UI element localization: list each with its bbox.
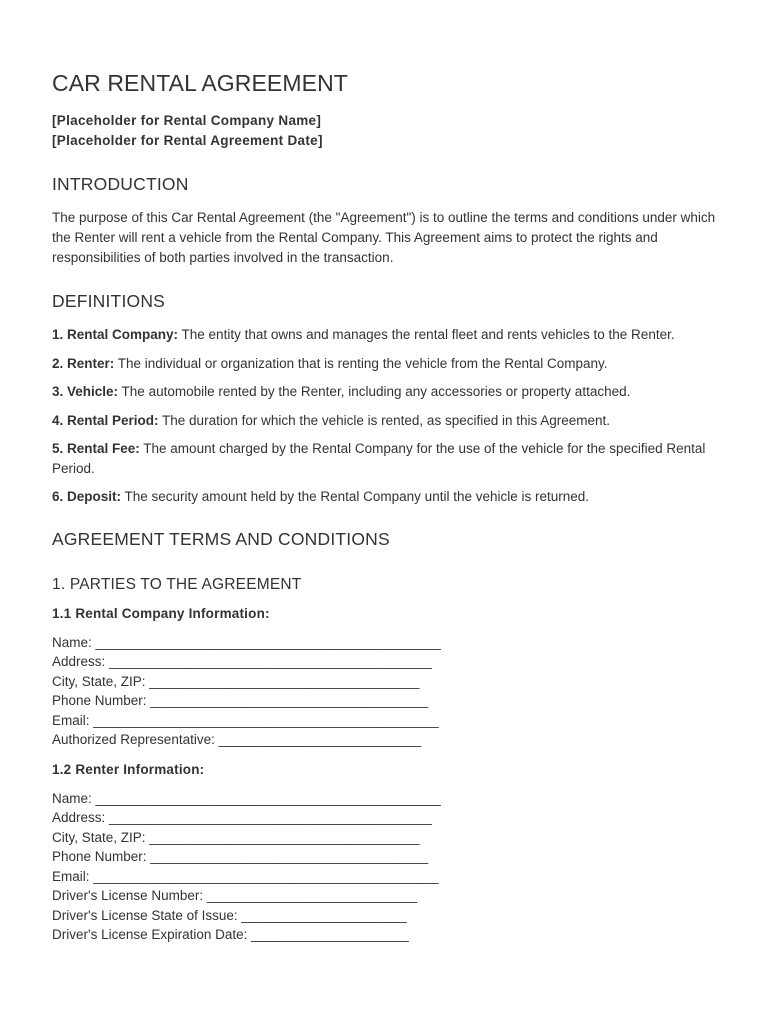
document-title: CAR RENTAL AGREEMENT <box>52 70 348 96</box>
company-name-placeholder: [Placeholder for Rental Company Name] <box>52 113 322 128</box>
definition-term: 1. Rental Company: <box>52 327 179 342</box>
definition-text: The duration for which the vehicle is rented, as specified in this Agreement. <box>158 412 611 428</box>
renter-info-heading: 1.2 Renter Information: <box>52 761 205 777</box>
renter-phone-field[interactable]: Phone Number: _____________________________________ <box>52 849 429 864</box>
renter-info-fields <box>52 789 732 945</box>
terms-heading: AGREEMENT TERMS AND CONDITIONS <box>52 528 390 549</box>
definition-item <box>52 382 732 402</box>
parties-heading: 1. PARTIES TO THE AGREEMENT <box>52 575 302 593</box>
company-representative-field[interactable]: Authorized Representative: ___________________________ <box>52 732 422 747</box>
company-name-field[interactable]: Name: ______________________________________________ <box>52 634 441 650</box>
definition-term: 4. Rental Period: <box>52 412 159 428</box>
renter-name-field[interactable]: Name: ______________________________________________ <box>52 790 441 806</box>
definitions-list <box>52 325 732 507</box>
company-email-field[interactable]: Email: ______________________________________________ <box>52 712 439 728</box>
introduction-text: The purpose of this Car Rental Agreement (the "Agreement") is to outline the terms and conditions under which the Renter will rent a vehicle from the Rental Company. This Agreement aims to protect the rights and responsibilities of both parties involved in the transaction. <box>52 210 716 265</box>
definition-term: 6. Deposit: <box>52 489 122 504</box>
agreement-date-placeholder: [Placeholder for Rental Agreement Date] <box>52 132 323 148</box>
renter-license-number-field[interactable]: Driver's License Number: ____________________________ <box>52 888 418 903</box>
definition-term: 2. Renter: <box>52 355 115 371</box>
company-phone-field[interactable]: Phone Number: _____________________________________ <box>52 693 429 708</box>
definition-item <box>52 439 732 478</box>
definition-text: The automobile rented by the Renter, including any accessories or property attached. <box>118 384 631 399</box>
company-info-heading: 1.1 Rental Company Information: <box>52 605 270 621</box>
renter-address-field[interactable]: Address: ___________________________________________ <box>52 810 432 825</box>
definition-term: 5. Rental Fee: <box>52 441 140 456</box>
renter-license-expiration-field[interactable]: Driver's License Expiration Date: _____________________ <box>52 927 409 942</box>
definition-item <box>52 354 732 374</box>
renter-email-field[interactable]: Email: ______________________________________________ <box>52 868 439 884</box>
definition-text: The individual or organization that is renting the vehicle from the Rental Company. <box>114 355 608 371</box>
definition-text: The amount charged by the Rental Company for the use of the vehicle for the specified Rental Period. <box>52 441 706 476</box>
document-page <box>52 70 732 945</box>
definition-text: The entity that owns and manages the rental fleet and rents vehicles to the Renter. <box>178 327 675 342</box>
definition-item <box>52 487 732 507</box>
definition-item <box>52 411 732 431</box>
company-city-field[interactable]: City, State, ZIP: ____________________________________ <box>52 673 420 689</box>
definition-text: The security amount held by the Rental Company until the vehicle is returned. <box>121 489 590 504</box>
renter-city-field[interactable]: City, State, ZIP: ____________________________________ <box>52 829 420 845</box>
company-address-field[interactable]: Address: ___________________________________________ <box>52 654 432 669</box>
company-info-fields <box>52 633 732 750</box>
definition-item <box>52 325 732 345</box>
introduction-heading: INTRODUCTION <box>52 174 189 194</box>
definition-term: 3. Vehicle: <box>52 384 119 399</box>
renter-license-state-field[interactable]: Driver's License State of Issue: ______________________ <box>52 907 407 923</box>
definitions-heading: DEFINITIONS <box>52 291 166 311</box>
